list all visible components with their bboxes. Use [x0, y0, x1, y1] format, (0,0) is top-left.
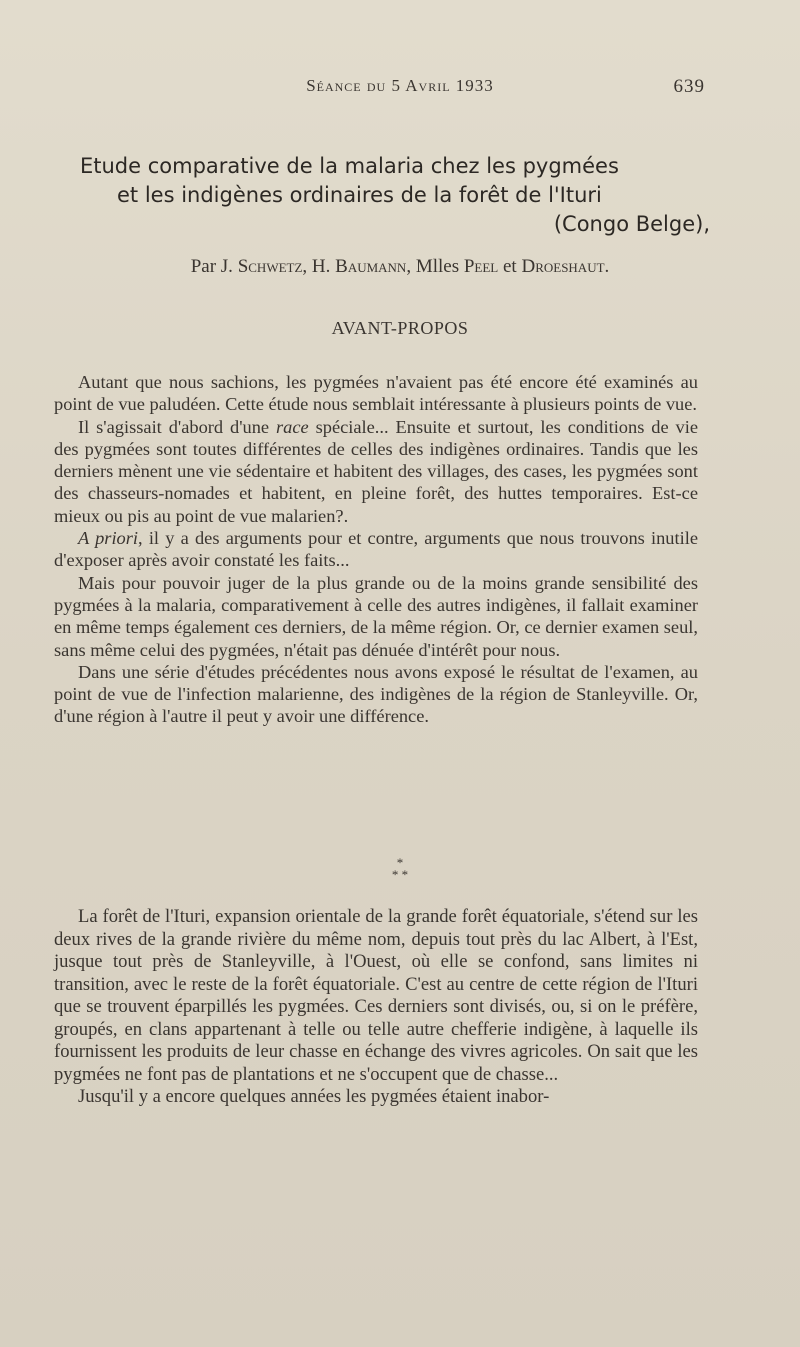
title-line-1: Etude comparative de la malaria chez les pygmées — [80, 154, 619, 178]
asterism-top: * — [396, 855, 404, 870]
section-heading: AVANT-PROPOS — [331, 318, 469, 338]
title-line-3: (Congo Belge), — [553, 212, 710, 236]
asterism-separator — [0, 857, 800, 881]
paragraph-2-before: Il s'agissait d'abord d'une — [78, 416, 276, 437]
paragraph-5: Dans une série d'études précédentes nous avons exposé le résultat de l'examen, au point de vue de l'infection malarienne, des indigènes de la région de Stanleyville. Or, d'une région à l'autre il peut y avoir une différence. — [54, 661, 698, 727]
asterism-bottom: * * — [391, 867, 409, 882]
author-baumann: Baumann — [335, 256, 407, 277]
paragraph-3-emphasis: A priori — [78, 528, 139, 549]
authors-end: . — [604, 256, 610, 277]
authors-sep-3: et — [498, 256, 522, 277]
authors-sep-2: , Mlles — [406, 256, 464, 277]
author-peel: Peel — [463, 256, 499, 277]
paragraph-1: Autant que nous sachions, les pygmées n'avaient pas été encore été examinés au point de vue paludéen. Cette étude nous semblait intéressante à plusieurs points de vue. — [54, 372, 698, 415]
authors-sep-1: , H. — [302, 256, 336, 277]
authors-line — [0, 256, 800, 278]
paragraph-3-after: , il y a des arguments pour et contre, arguments que nous trouvons inutile d'exposer après avoir constaté les faits... — [54, 528, 698, 571]
article-title — [80, 152, 710, 239]
page-number: 639 — [673, 76, 705, 97]
author-schwetz: Schwetz — [237, 256, 303, 277]
paragraph-4: Mais pour pouvoir juger de la plus grande ou de la moins grande sensibilité des pygmées à la malaria, comparativement à celle des autres indigènes, il fallait examiner en même temps également ces derniers, de la même région. Or, ce dernier examen seul, sans même celui des pygmées, n'était pas dénuée d'intérêt pour nous. — [54, 572, 698, 660]
paragraph-6: La forêt de l'Ituri, expansion orientale de la grande forêt équatoriale, s'étend sur les deux rives de la grande rivière du même nom, depuis tout près du lac Albert, à l'Est, jusque tout près de Stanleyville, à l'Ouest, où elle se confond, sans limites ni transition, avec le reste de la forêt équatoriale. C'est au centre de cette région de l'Ituri que se trouvent éparpillés les pygmées. Ces derniers sont divisés, ou, si on le préfère, groupés, en clans appartenant à telle ou telle autre chefferie indigène, à laquelle ils fournissent les produits de leur chasse en échange des vivres agricoles. On sait que les pygmées ne font pas de plantations et ne s'occupent que de chasse... — [54, 906, 698, 1085]
author-droeshaut: Droeshaut — [521, 256, 605, 277]
paragraph-2-after: spéciale... Ensuite et surtout, les conditions de vie des pygmées sont toutes différentes de celles des indigènes ordinaires. Tandis que les derniers mènent une vie sédentaire et habitent des villages, des cases, les pygmées sont des chasseurs-nomades et habitent, en pleine forêt, des huttes temporaires. Est-ce mieux ou pis au point de vue malarien?. — [54, 416, 699, 526]
authors-prefix: Par J. — [190, 256, 238, 277]
paragraph-2 — [54, 416, 698, 527]
title-line-2: et les indigènes ordinaires de la forêt de l'Ituri — [117, 183, 602, 207]
ituri-section-body — [54, 906, 698, 1109]
avant-propos-body — [54, 371, 698, 728]
paragraph-3 — [54, 527, 698, 572]
paragraph-2-emphasis: race — [275, 416, 309, 437]
paragraph-7: Jusqu'il y a encore quelques années les pygmées étaient inabor- — [78, 1086, 550, 1107]
running-head — [0, 76, 800, 104]
running-title: Séance du 5 Avril 1933 — [306, 76, 494, 95]
